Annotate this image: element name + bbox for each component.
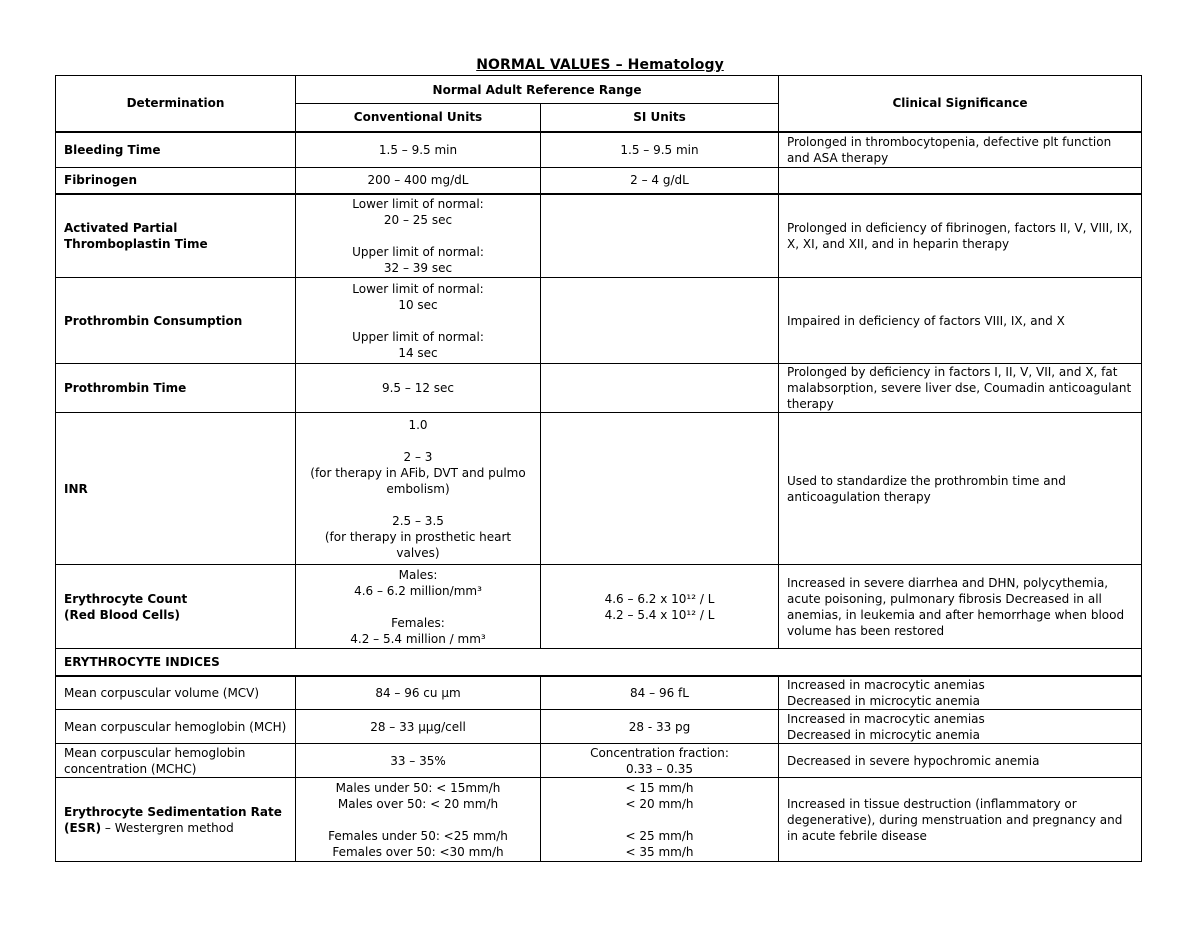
- si-cell: 84 – 96 fL: [541, 676, 779, 710]
- si-line: < 20 mm/h: [625, 796, 694, 811]
- significance-cell: Prolonged in deficiency of fibrinogen, factors II, V, VIII, IX, X, XI, and XII, and in heparin therapy: [779, 194, 1142, 278]
- conventional-cell: 28 – 33 µµg/cell: [296, 710, 541, 744]
- si-line: 4.6 – 6.2 x 10¹² / L: [604, 591, 715, 606]
- table-row: [56, 278, 1142, 364]
- significance-cell: Prolonged by deficiency in factors I, II, V, VII, and X, fat malabsorption, severe liver dse, Coumadin anticoagulant therapy: [779, 364, 1142, 413]
- header-reference-range: Normal Adult Reference Range: [296, 76, 779, 104]
- hematology-table: [55, 75, 1142, 862]
- si-line: 4.2 – 5.4 x 10¹² / L: [604, 607, 715, 622]
- conventional-cell: [296, 565, 541, 649]
- determination-abbrev: (ESR): [64, 820, 102, 835]
- conventional-cell: 84 – 96 cu µm: [296, 676, 541, 710]
- determination-cell: Activated Partial Thromboplastin Time: [56, 194, 296, 278]
- range-line: Upper limit of normal:: [352, 244, 484, 259]
- si-cell: [541, 364, 779, 413]
- header-si-units: SI Units: [541, 104, 779, 132]
- range-line: 4.6 – 6.2 million/mm³: [354, 583, 482, 598]
- range-line: 10 sec: [398, 297, 438, 312]
- determination-cell: INR: [56, 413, 296, 565]
- table-row: [56, 413, 1142, 565]
- si-line: < 25 mm/h: [625, 828, 694, 843]
- si-line: Concentration fraction:: [590, 745, 729, 760]
- significance-cell: Increased in severe diarrhea and DHN, polycythemia, acute poisoning, pulmonary fibrosis Decreased in all anemias, in leukemia and after hemorrhage when blood volume has been restored: [779, 565, 1142, 649]
- range-line: Males under 50: < 15mm/h: [335, 780, 501, 795]
- determination-method: – Westergren method: [101, 820, 234, 835]
- determination-line: Erythrocyte Sedimentation Rate: [64, 804, 282, 819]
- range-line: Lower limit of normal:: [352, 281, 484, 296]
- determination-line: (Red Blood Cells): [64, 607, 180, 622]
- range-line: 32 – 39 sec: [383, 260, 453, 275]
- range-line: Lower limit of normal:: [352, 196, 484, 211]
- range-line: 4.2 – 5.4 million / mm³: [350, 631, 486, 646]
- conventional-cell: 1.5 – 9.5 min: [296, 132, 541, 168]
- range-line: Males over 50: < 20 mm/h: [337, 796, 499, 811]
- si-cell: [541, 194, 779, 278]
- determination-cell: Mean corpuscular volume (MCV): [56, 676, 296, 710]
- significance-cell: [779, 168, 1142, 194]
- range-line: 2 – 3: [403, 449, 433, 464]
- significance-cell: Increased in tissue destruction (inflammatory or degenerative), during menstruation and pregnancy and in acute febrile disease: [779, 778, 1142, 862]
- determination-line: [64, 820, 287, 836]
- range-line: (for therapy in AFib, DVT and pulmo embolism): [310, 465, 526, 496]
- section-title: ERYTHROCYTE INDICES: [56, 649, 1142, 676]
- si-line: < 15 mm/h: [625, 780, 694, 795]
- determination-cell: Bleeding Time: [56, 132, 296, 168]
- determination-cell: Fibrinogen: [56, 168, 296, 194]
- determination-cell: [56, 778, 296, 862]
- significance-line: Decreased in microcytic anemia: [787, 727, 980, 742]
- si-cell: [541, 278, 779, 364]
- range-line: Females over 50: <30 mm/h: [332, 844, 504, 859]
- significance-cell: [779, 676, 1142, 710]
- si-line: 0.33 – 0.35: [625, 761, 694, 776]
- table-row: [56, 676, 1142, 710]
- significance-line: Increased in macrocytic anemias: [787, 711, 985, 726]
- table-row: [56, 364, 1142, 413]
- table-row: [56, 132, 1142, 168]
- table-row: [56, 744, 1142, 778]
- si-cell: [541, 778, 779, 862]
- table-row: [56, 194, 1142, 278]
- si-cell: [541, 565, 779, 649]
- header-clinical-significance: Clinical Significance: [779, 76, 1142, 132]
- section-row: [56, 649, 1142, 676]
- conventional-cell: [296, 778, 541, 862]
- table-row: [56, 778, 1142, 862]
- header-determination: Determination: [56, 76, 296, 132]
- table-row: [56, 710, 1142, 744]
- significance-cell: Used to standardize the prothrombin time and anticoagulation therapy: [779, 413, 1142, 565]
- si-cell: [541, 744, 779, 778]
- significance-line: Decreased in microcytic anemia: [787, 693, 980, 708]
- conventional-cell: 9.5 – 12 sec: [296, 364, 541, 413]
- determination-line: Erythrocyte Count: [64, 591, 188, 606]
- range-line: 20 – 25 sec: [383, 212, 453, 227]
- range-line: Females:: [391, 615, 445, 630]
- table-row: [56, 565, 1142, 649]
- conventional-cell: [296, 278, 541, 364]
- conventional-cell: [296, 413, 541, 565]
- range-line: Upper limit of normal:: [352, 329, 484, 344]
- significance-cell: Prolonged in thrombocytopenia, defective plt function and ASA therapy: [779, 132, 1142, 168]
- range-line: 2.5 – 3.5: [392, 513, 444, 528]
- conventional-cell: 33 – 35%: [296, 744, 541, 778]
- range-line: 14 sec: [398, 345, 438, 360]
- range-line: (for therapy in prosthetic heart valves): [324, 529, 512, 560]
- determination-cell: Mean corpuscular hemoglobin (MCH): [56, 710, 296, 744]
- determination-cell: Prothrombin Time: [56, 364, 296, 413]
- significance-cell: [779, 710, 1142, 744]
- si-line: < 35 mm/h: [625, 844, 694, 859]
- range-line: Females under 50: <25 mm/h: [328, 828, 508, 843]
- determination-cell: Prothrombin Consumption: [56, 278, 296, 364]
- significance-cell: Impaired in deficiency of factors VIII, IX, and X: [779, 278, 1142, 364]
- significance-cell: Decreased in severe hypochromic anemia: [779, 744, 1142, 778]
- si-cell: 1.5 – 9.5 min: [541, 132, 779, 168]
- conventional-cell: 200 – 400 mg/dL: [296, 168, 541, 194]
- header-row: [56, 76, 1142, 104]
- range-line: 1.0: [408, 417, 428, 432]
- range-line: Males:: [398, 567, 438, 582]
- si-cell: 28 - 33 pg: [541, 710, 779, 744]
- determination-cell: Mean corpuscular hemoglobin concentration (MCHC): [56, 744, 296, 778]
- conventional-cell: [296, 194, 541, 278]
- si-cell: 2 – 4 g/dL: [541, 168, 779, 194]
- determination-cell: [56, 565, 296, 649]
- header-conventional-units: Conventional Units: [296, 104, 541, 132]
- page-title: NORMAL VALUES – Hematology: [476, 57, 724, 73]
- significance-line: Increased in macrocytic anemias: [787, 677, 985, 692]
- table-row: [56, 168, 1142, 194]
- si-cell: [541, 413, 779, 565]
